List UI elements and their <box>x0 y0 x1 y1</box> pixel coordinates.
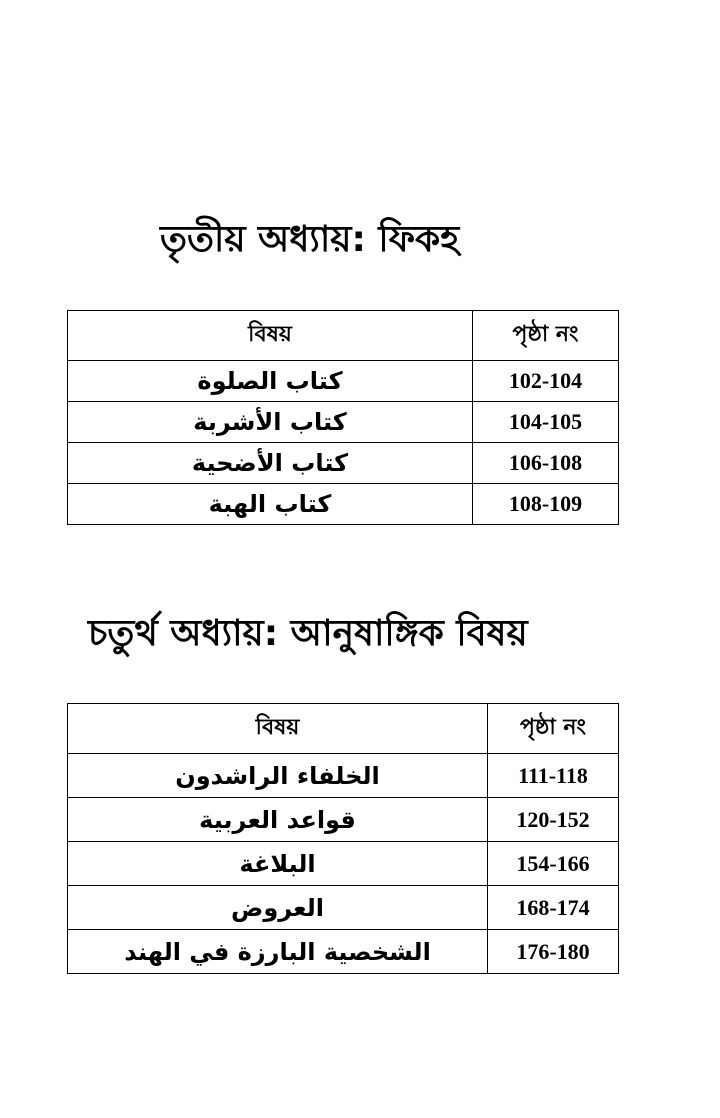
table-row <box>68 886 619 930</box>
table-row <box>68 754 619 798</box>
page-range-cell: 168-174 <box>488 886 619 930</box>
subject-cell: كتاب الأشربة <box>68 402 473 443</box>
table-row <box>68 798 619 842</box>
page-column-header: পৃষ্ঠা নং <box>488 704 619 754</box>
table-row <box>68 930 619 974</box>
chapter-4-heading: চতুর্থ অধ্যায়: আনুষাঙ্গিক বিষয় <box>88 613 528 654</box>
page-range-cell: 106-108 <box>473 443 619 484</box>
subject-cell: قواعد العربية <box>68 798 488 842</box>
subject-cell: كتاب الصلوة <box>68 361 473 402</box>
subject-cell: كتاب الهبة <box>68 484 473 525</box>
page-range-cell: 111-118 <box>488 754 619 798</box>
page-range-cell: 104-105 <box>473 402 619 443</box>
subject-cell: الشخصية البارزة في الهند <box>68 930 488 974</box>
chapter-3-heading: তৃতীয় অধ্যায়: ফিকহ <box>160 219 460 260</box>
page-column-header: পৃষ্ঠা নং <box>473 311 619 361</box>
subject-cell: الخلفاء الراشدون <box>68 754 488 798</box>
table-row <box>68 402 619 443</box>
table-row <box>68 361 619 402</box>
subject-column-header: বিষয় <box>68 704 488 754</box>
table-row <box>68 842 619 886</box>
table-row <box>68 443 619 484</box>
subject-cell: العروض <box>68 886 488 930</box>
subject-column-header: বিষয় <box>68 311 473 361</box>
table-header-row <box>68 704 619 754</box>
subject-cell: كتاب الأضحية <box>68 443 473 484</box>
table-row <box>68 484 619 525</box>
page-range-cell: 120-152 <box>488 798 619 842</box>
page-range-cell: 102-104 <box>473 361 619 402</box>
table-header-row <box>68 311 619 361</box>
subject-cell: البلاغة <box>68 842 488 886</box>
page-range-cell: 108-109 <box>473 484 619 525</box>
chapter-4-contents-table <box>67 703 619 974</box>
page-range-cell: 176-180 <box>488 930 619 974</box>
chapter-3-contents-table <box>67 310 619 525</box>
page-range-cell: 154-166 <box>488 842 619 886</box>
